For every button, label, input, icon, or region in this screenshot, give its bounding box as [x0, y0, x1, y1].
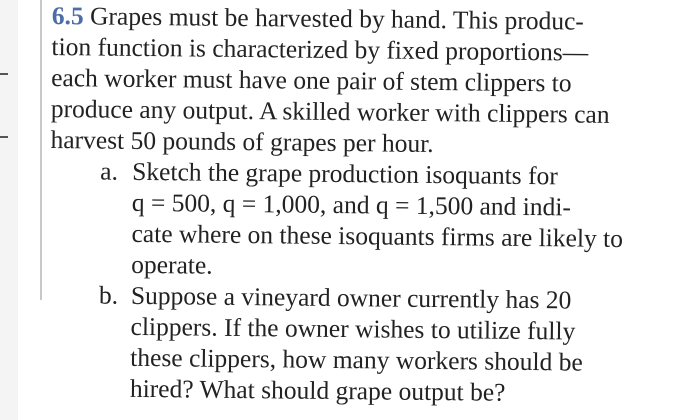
problem-stem-line: each worker must have one pair of stem clippers to: [51, 62, 572, 98]
part-b-line: clippers. If the owner wishes to utilize fully: [130, 311, 576, 346]
margin-tick-mark: [0, 136, 8, 138]
part-b-line: these clippers, how many workers should be: [130, 342, 583, 377]
part-a-line: q = 500, q = 1,000, and q = 1,500 and indi-: [131, 187, 572, 222]
part-letter: b.: [98, 280, 119, 310]
part-b-line: hired? What should grape output be?: [129, 373, 506, 407]
page-edge: [0, 0, 18, 420]
part-b: [48, 279, 689, 410]
problem-stem-text: Grapes must be harvested by hand. This produc-: [83, 1, 585, 36]
part-a-line: cate where on these isoquants firms are likely to: [131, 218, 624, 253]
part-a-line: Sketch the grape production isoquants for: [132, 156, 558, 191]
part-letter: a.: [100, 156, 119, 186]
part-a: [49, 155, 690, 286]
problem-stem-line: tion function is characterized by fixed proportions—: [51, 31, 589, 67]
margin-rule: [40, 0, 42, 300]
problem-stem-line: harvest 50 pounds of grapes per hour.: [50, 124, 434, 159]
problem-stem-line: produce any output. A skilled worker with clippers can: [50, 93, 610, 129]
problem-number: 6.5: [51, 0, 84, 31]
part-a-line: operate.: [131, 249, 213, 280]
margin-tick-mark: [0, 73, 8, 75]
problem-6-5: [48, 0, 692, 410]
part-b-line: Suppose a vineyard owner currently has 20: [130, 280, 572, 315]
